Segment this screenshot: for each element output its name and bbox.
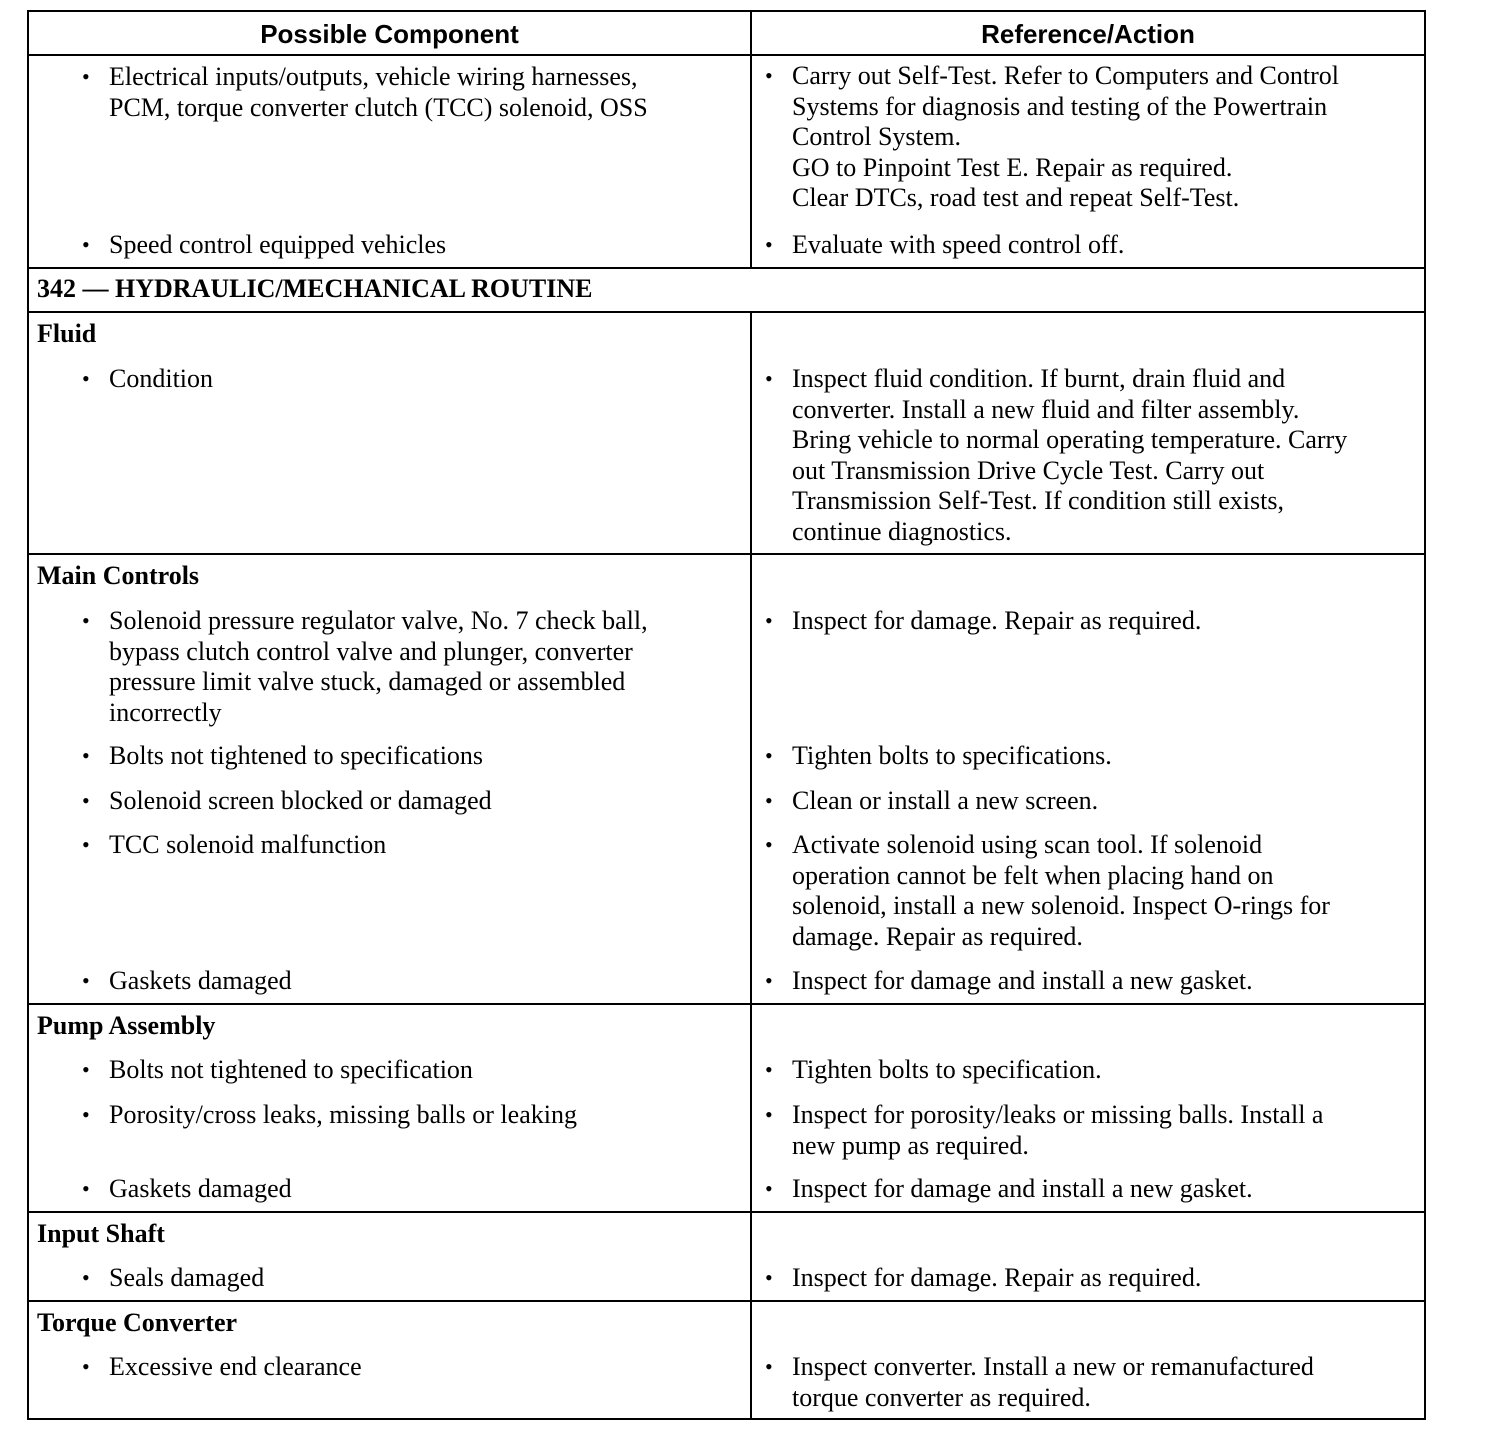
section-torque-converter: Torque Converter	[37, 1308, 238, 1337]
row-divider	[29, 267, 1424, 269]
row-divider	[29, 311, 1424, 313]
component-item: • Gaskets damaged	[82, 1174, 292, 1203]
bullet: •	[82, 1176, 90, 1201]
bullet: •	[82, 1057, 90, 1082]
bullet: •	[765, 832, 773, 857]
bullet: •	[765, 1057, 773, 1082]
bullet: •	[82, 832, 90, 857]
component-item: • Bolts not tightened to specifications	[82, 741, 484, 770]
action-item: • Inspect fluid condition. If burnt, drain fluid and converter. Install a new fluid and filter assembly. Bring vehicle to normal operating temperature. Carry out Transmission Drive Cycle Test. Carry out Transmission Self-Test. If condition still exists, continue diagnostics.	[765, 364, 1348, 546]
row-divider	[29, 1300, 1424, 1302]
component-item: • Excessive end clearance	[82, 1352, 362, 1381]
section-pump-assembly: Pump Assembly	[37, 1011, 216, 1040]
action-item: • Inspect for damage. Repair as required.	[765, 606, 1202, 635]
bullet: •	[765, 1176, 773, 1201]
bullet: •	[765, 743, 773, 768]
component-item: • Bolts not tightened to specification	[82, 1055, 473, 1084]
bullet: •	[765, 788, 773, 813]
action-item: • Carry out Self-Test. Refer to Computers and Control Systems for diagnosis and testing of the Powertrain Control System. GO to Pinpoint Test E. Repair as required. Clear DTCs, road test and repeat Self-Test.	[765, 61, 1339, 212]
row-divider	[29, 1211, 1424, 1213]
row-divider	[29, 1003, 1424, 1005]
component-item: • Porosity/cross leaks, missing balls or leaking	[82, 1100, 577, 1129]
bullet: •	[765, 366, 773, 391]
action-item: • Evaluate with speed control off.	[765, 230, 1125, 259]
bullet: •	[82, 366, 90, 391]
component-item: • Speed control equipped vehicles	[82, 230, 447, 259]
action-item: • Inspect for damage. Repair as required.	[765, 1263, 1202, 1292]
action-item: • Tighten bolts to specifications.	[765, 741, 1112, 770]
diagnostic-table	[27, 10, 1426, 1420]
header-possible-component: Possible Component	[260, 19, 519, 49]
action-item: • Clean or install a new screen.	[765, 786, 1099, 815]
component-item: • Solenoid pressure regulator valve, No. 7 check ball, bypass clutch control valve and plunger, converter pressure limit valve stuck, damaged or assembled incorrectly	[82, 606, 648, 727]
bullet: •	[82, 64, 90, 89]
component-item: • Solenoid screen blocked or damaged	[82, 786, 492, 815]
bullet: •	[82, 1102, 90, 1127]
section-fluid: Fluid	[37, 319, 97, 348]
section-main-controls: Main Controls	[37, 561, 200, 590]
bullet: •	[765, 1354, 773, 1379]
routine-title: 342 — HYDRAULIC/MECHANICAL ROUTINE	[37, 274, 593, 303]
bullet: •	[765, 63, 773, 88]
action-item: • Tighten bolts to specification.	[765, 1055, 1102, 1084]
bullet: •	[82, 1354, 90, 1379]
component-item: • TCC solenoid malfunction	[82, 830, 387, 859]
bullet: •	[765, 232, 773, 257]
column-divider	[750, 311, 752, 1420]
component-item: • Seals damaged	[82, 1263, 265, 1292]
section-input-shaft: Input Shaft	[37, 1219, 165, 1248]
bullet: •	[82, 1265, 90, 1290]
action-item: • Inspect for porosity/leaks or missing balls. Install a new pump as required.	[765, 1100, 1324, 1160]
bullet: •	[82, 968, 90, 993]
bullet: •	[765, 1102, 773, 1127]
bullet: •	[82, 608, 90, 633]
action-item: • Inspect for damage and install a new gasket.	[765, 966, 1253, 995]
bullet: •	[765, 608, 773, 633]
bullet: •	[82, 232, 90, 257]
component-item: • Electrical inputs/outputs, vehicle wiring harnesses, PCM, torque converter clutch (TCC) solenoid, OSS	[82, 62, 648, 122]
action-item: • Inspect for damage and install a new gasket.	[765, 1174, 1253, 1203]
action-item: • Activate solenoid using scan tool. If solenoid operation cannot be felt when placing hand on solenoid, install a new solenoid. Inspect O-rings for damage. Repair as required.	[765, 830, 1330, 951]
bullet: •	[82, 743, 90, 768]
row-divider	[29, 553, 1424, 555]
component-item: • Condition	[82, 364, 214, 393]
header-reference-action: Reference/Action	[981, 19, 1195, 49]
component-item: • Gaskets damaged	[82, 966, 292, 995]
bullet: •	[82, 788, 90, 813]
bullet: •	[765, 968, 773, 993]
bullet: •	[765, 1265, 773, 1290]
action-item: • Inspect converter. Install a new or remanufactured torque converter as required.	[765, 1352, 1314, 1412]
